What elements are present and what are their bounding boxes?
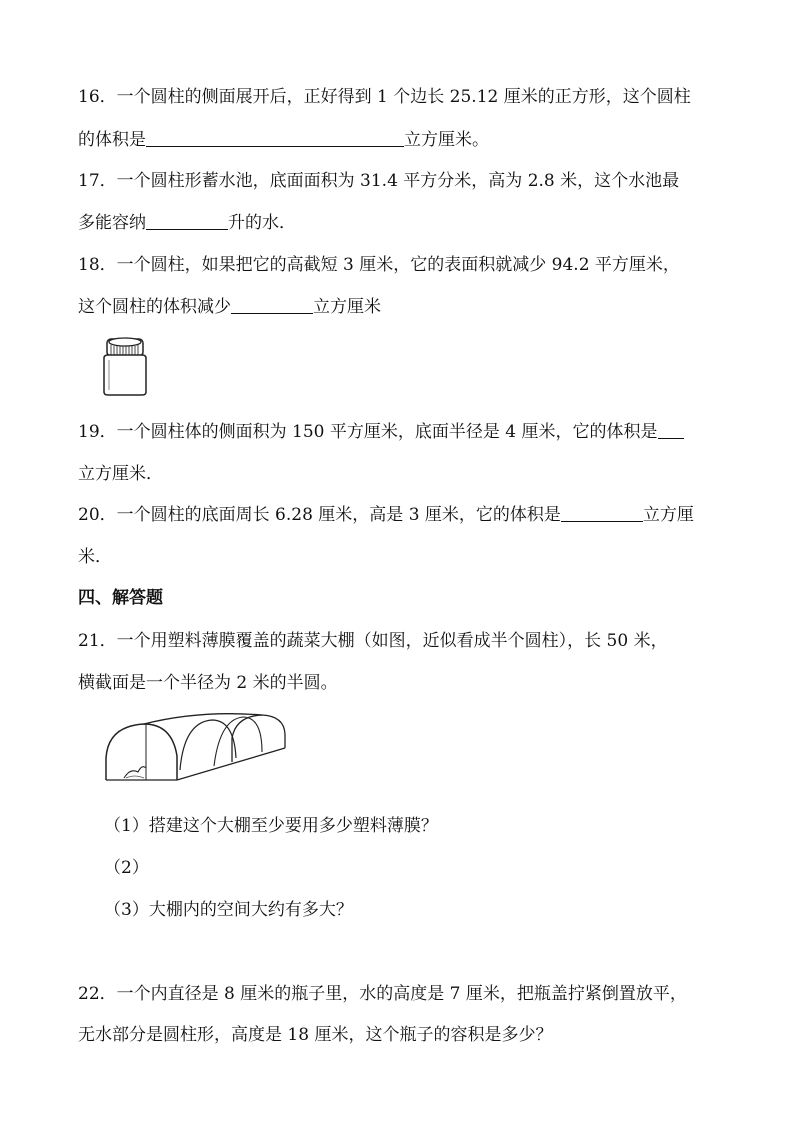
q16-line2 — [78, 129, 489, 151]
q19-answer-blank[interactable] — [658, 422, 684, 439]
q20-line1 — [78, 504, 694, 526]
q19-line1 — [78, 421, 684, 443]
q16-answer-blank[interactable] — [146, 130, 404, 147]
q19-line1-pre: 19．一个圆柱体的侧面积为 150 平方厘米，底面半径是 4 厘米，它的体积是 — [78, 422, 658, 442]
q18-line1: 18．一个圆柱，如果把它的高截短 3 厘米，它的表面积就减少 94.2 平方厘米， — [78, 255, 680, 275]
q17-line1: 17．一个圆柱形蓄水池，底面面积为 31.4 平方分米，高为 2.8 米，这个水池最 — [78, 171, 680, 191]
q17-line2-pre: 多能容纳 — [78, 213, 146, 233]
q16-line1: 16．一个圆柱的侧面展开后，正好得到 1 个边长 25.12 厘米的正方形，这个圆柱 — [78, 87, 691, 107]
q19-line2: 立方厘米． — [78, 464, 163, 484]
section-heading: 四、解答题 — [78, 588, 163, 608]
q21-sub3: （3）大棚内的空间大约有多大？ — [104, 900, 353, 920]
q16-line2-post: 立方厘米。 — [404, 130, 489, 150]
q16-line2-pre: 的体积是 — [78, 130, 146, 150]
q18-line2-post: 立方厘米 — [313, 297, 381, 317]
q17-line2-post: 升的水． — [228, 213, 296, 233]
q17-answer-blank[interactable] — [146, 213, 228, 230]
q21-line1: 21．一个用塑料薄膜覆盖的蔬菜大棚（如图，近似看成半个圆柱），长 50 米， — [78, 631, 668, 651]
greenhouse-image — [104, 712, 290, 784]
q17-line2 — [78, 212, 296, 234]
q20-line1-pre: 20．一个圆柱的底面周长 6.28 厘米，高是 3 厘米，它的体积是 — [78, 505, 561, 525]
q20-line2: 米． — [78, 547, 112, 567]
q18-line2 — [78, 296, 381, 318]
q18-line2-pre: 这个圆柱的体积减少 — [78, 297, 231, 317]
q21-sub1: （1）搭建这个大棚至少要用多少塑料薄膜？ — [104, 816, 438, 836]
q20-answer-blank[interactable] — [561, 505, 643, 522]
q18-answer-blank[interactable] — [231, 297, 313, 314]
q22-line2: 无水部分是圆柱形，高度是 18 厘米，这个瓶子的容积是多少？ — [78, 1025, 553, 1045]
q21-line2: 横截面是一个半径为 2 米的半圆。 — [78, 673, 338, 693]
jar-image — [100, 336, 152, 398]
q20-line1-post: 立方厘 — [642, 505, 694, 525]
q22-line1: 22．一个内直径是 8 厘米的瓶子里，水的高度是 7 厘米，把瓶盖拧紧倒置放平， — [78, 984, 687, 1004]
q21-sub2: （2） — [104, 858, 149, 878]
